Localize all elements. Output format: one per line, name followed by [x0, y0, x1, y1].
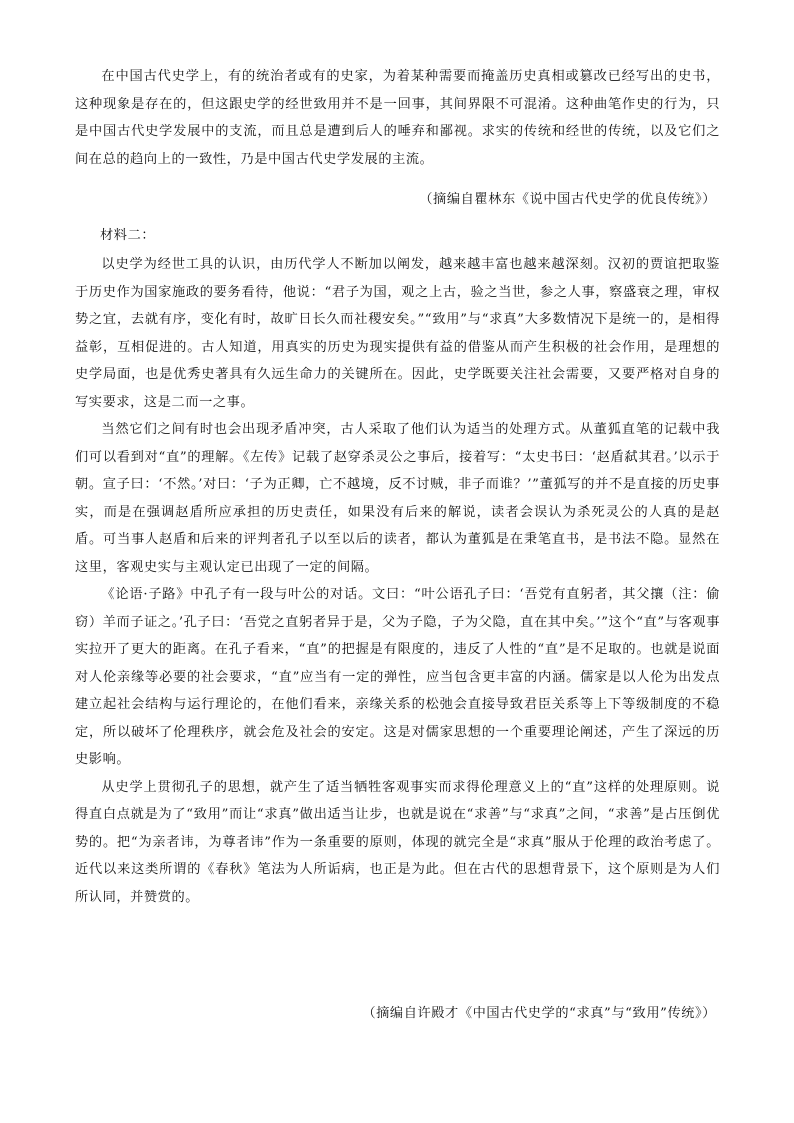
material-one-source: （摘编自瞿林东《说中国古代史学的优良传统》） — [419, 192, 716, 207]
material-two-paragraph-1: 以史学为经世工具的认识，由历代学人不断加以阐发，越来越丰富也越来越深刻。汉初的贾谊把取鉴于历史作为国家施政的要务看待，他说：“君子为国，观之上古，验之当世，参之人事，察盛衰之理，审权势之宜，去就有序，变化有时，故旷日长久而社稷安矣。”“致用”与“求真”大多数情况下是统一的，是相得益彰，互相促进的。古人知道，用真实的历史为现实提供有益的借鉴从而产生积极的社会作用，是理想的史学局面，也是优秀史著具有久远生命力的关键所在。因此，史学既要关注社会需要，又要严格对自身的写实要求，这是二而一之事。 — [75, 257, 720, 410]
material-two-source: （摘编自许殿才《中国古代史学的“求真”与“致用”传统》） — [362, 1006, 716, 1021]
material-two-paragraph-3: 《论语·子路》中孔子有一段与叶公的对话。文曰：“叶公语孔子曰：‘吾党有直躬者，其父攘（注：偷窃）羊而子证之。’孔子曰：‘吾党之直躬者异于是，父为子隐，子为父隐，直在其中矣。’”这个“直”与客观事实拉开了更大的距离。在孔子看来，“直”的把握是有限度的，违反了人性的“直”是不足取的。也就是说面对人伦亲缘等必要的社会要求，“直”应当有一定的弹性，应当包含更丰富的内涵。儒家是以人伦为出发点建立起社会结构与运行理论的，在他们看来，亲缘关系的松弛会直接导致君臣关系等上下等级制度的不稳定，所以破坏了伦理秩序，就会危及社会的安定。这是对儒家思想的一个重要理论阐述，产生了深远的历史影响。 — [75, 587, 720, 767]
material-two-paragraph-2: 当然它们之间有时也会出现矛盾冲突，古人采取了他们认为适当的处理方式。从董狐直笔的记载中我们可以看到对“直”的理解。《左传》记载了赵穿杀灵公之事后，接着写：“太史书曰：‘赵盾弑其君。’以示于朝。宣子曰：‘不然。’对曰：‘子为正卿，亡不越境，反不讨贼，非子而谁？’”董狐写的并不是直接的历史事实，而是在强调赵盾所应承担的历史责任，如果没有后来的解说，读者会误认为杀死灵公的人真的是赵盾。可当事人赵盾和后来的评判者孔子以至以后的读者，都认为董狐是在秉笔直书，是书法不隐。显然在这里，客观史实与主观认定已出现了一定的间隔。 — [75, 422, 720, 575]
material-one-body — [75, 63, 720, 173]
material-two-heading: 材料二： — [100, 228, 156, 243]
material-two-body — [75, 251, 720, 911]
material-two-paragraph-4: 从史学上贯彻孔子的思想，就产生了适当牺牲客观事实而求得伦理意义上的“直”这样的处理原则。说得直白点就是为了“致用”而让“求真”做出适当让步，也就是说在“求善”与“求真”之间，“求善”是占压倒优势的。把“为亲者讳，为尊者讳”作为一条重要的原则，体现的就完全是“求真”服从于伦理的政治考虑了。近代以来这类所谓的《春秋》笔法为人所诟病，也正是为此。但在古代的思想背景下，这个原则是为人们所认同，并赞赏的。 — [75, 779, 720, 905]
material-one-paragraph: 在中国古代史学上，有的统治者或有的史家，为着某种需要而掩盖历史真相或篡改已经写出的史书，这种现象是存在的，但这跟史学的经世致用并不是一回事，其间界限不可混淆。这种曲笔作史的行为，只是中国古代史学发展中的支流，而且总是遭到后人的唾弃和鄙视。求实的传统和经世的传统，以及它们之间在总的趋向上的一致性，乃是中国古代史学发展的主流。 — [75, 69, 720, 167]
